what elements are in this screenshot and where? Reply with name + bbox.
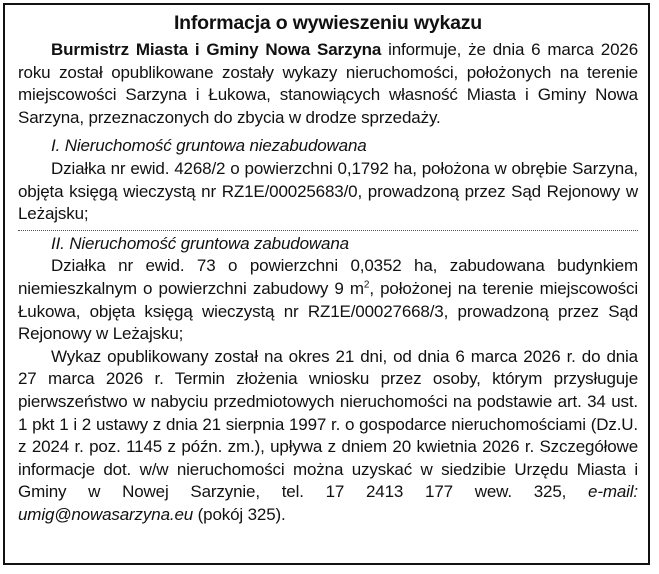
closing-text: Wykaz opublikowany został na okres 21 dni, od dnia 6 marca 2026 r. do dnia 27 marca 2026 r. Termin złożenia wniosku przez osoby, którym przysługuje pierwszeństwo w nabyciu przedmiotowych nieruchomości na podstawie art. 34 ust. 1 pkt 1 i 2 ustawy z dnia 21 sierpnia 1997 r. o gospodarce nieruchomościami (Dz.U. z 2024 r. poz. 1145 z późn. zm.), upływa z dniem 20 kwietnia 2026 r. Szczegółowe informacje dot. w/w nieruchomości można uzyskać w siedzibie Urzędu Miasta i Gminy w Nowej Sarzynie, tel. 17 2413 177 wew. 325, bbox=[18, 346, 638, 502]
section-2-text-part2: , położonej na terenie miejscowości Łukowa, objęta księgą wieczystą nr RZ1E/00027668/3, prowadzoną przez Sąd Rejonowy w Leżajsku; bbox=[18, 278, 638, 344]
notice-title: Informacja o wywieszeniu wykazu bbox=[173, 12, 483, 34]
section-2-text bbox=[18, 255, 638, 345]
area-superscript: 2 bbox=[363, 279, 370, 291]
email-label: e-mail: bbox=[588, 482, 638, 502]
section-1-text: Działka nr ewid. 4268/2 o powierzchni 0,1792 ha, położona w obrębie Sarzyna, objęta księgą wieczystą nr RZ1E/00025683/0, prowadzoną przez Sąd Rejonowy w Leżajsku; bbox=[18, 158, 638, 224]
room-text: (pokój 325). bbox=[193, 504, 286, 524]
closing-paragraph bbox=[18, 346, 638, 527]
notice-box bbox=[3, 3, 650, 565]
section-divider bbox=[18, 230, 638, 231]
section-2-text-part1: Działka nr ewid. 73 o powierzchni 0,0352 ha, zabudowana budynkiem niemieszkalnym o powierzchni zabudowy 9 m bbox=[18, 256, 638, 298]
section-1-heading: I. Nieruchomość gruntowa niezabudowana bbox=[51, 136, 367, 156]
authority-name: Burmistrz Miasta i Gminy Nowa Sarzyna bbox=[51, 40, 382, 59]
intro-paragraph bbox=[18, 39, 638, 129]
section-2-heading: II. Nieruchomość gruntowa zabudowana bbox=[51, 233, 349, 253]
intro-text: informuje, że dnia 6 marca 2026 roku został opublikowane zostały wykazy nieruchomości, położonych na terenie miejscowości Sarzyna i Łukowa, stanowiących własność Miasta i Gminy Nowa Sarzyna, przeznaczonych do zbycia w drodze sprzedaży. bbox=[18, 40, 638, 127]
email-link[interactable]: umig@nowasarzyna.eu bbox=[18, 504, 194, 524]
